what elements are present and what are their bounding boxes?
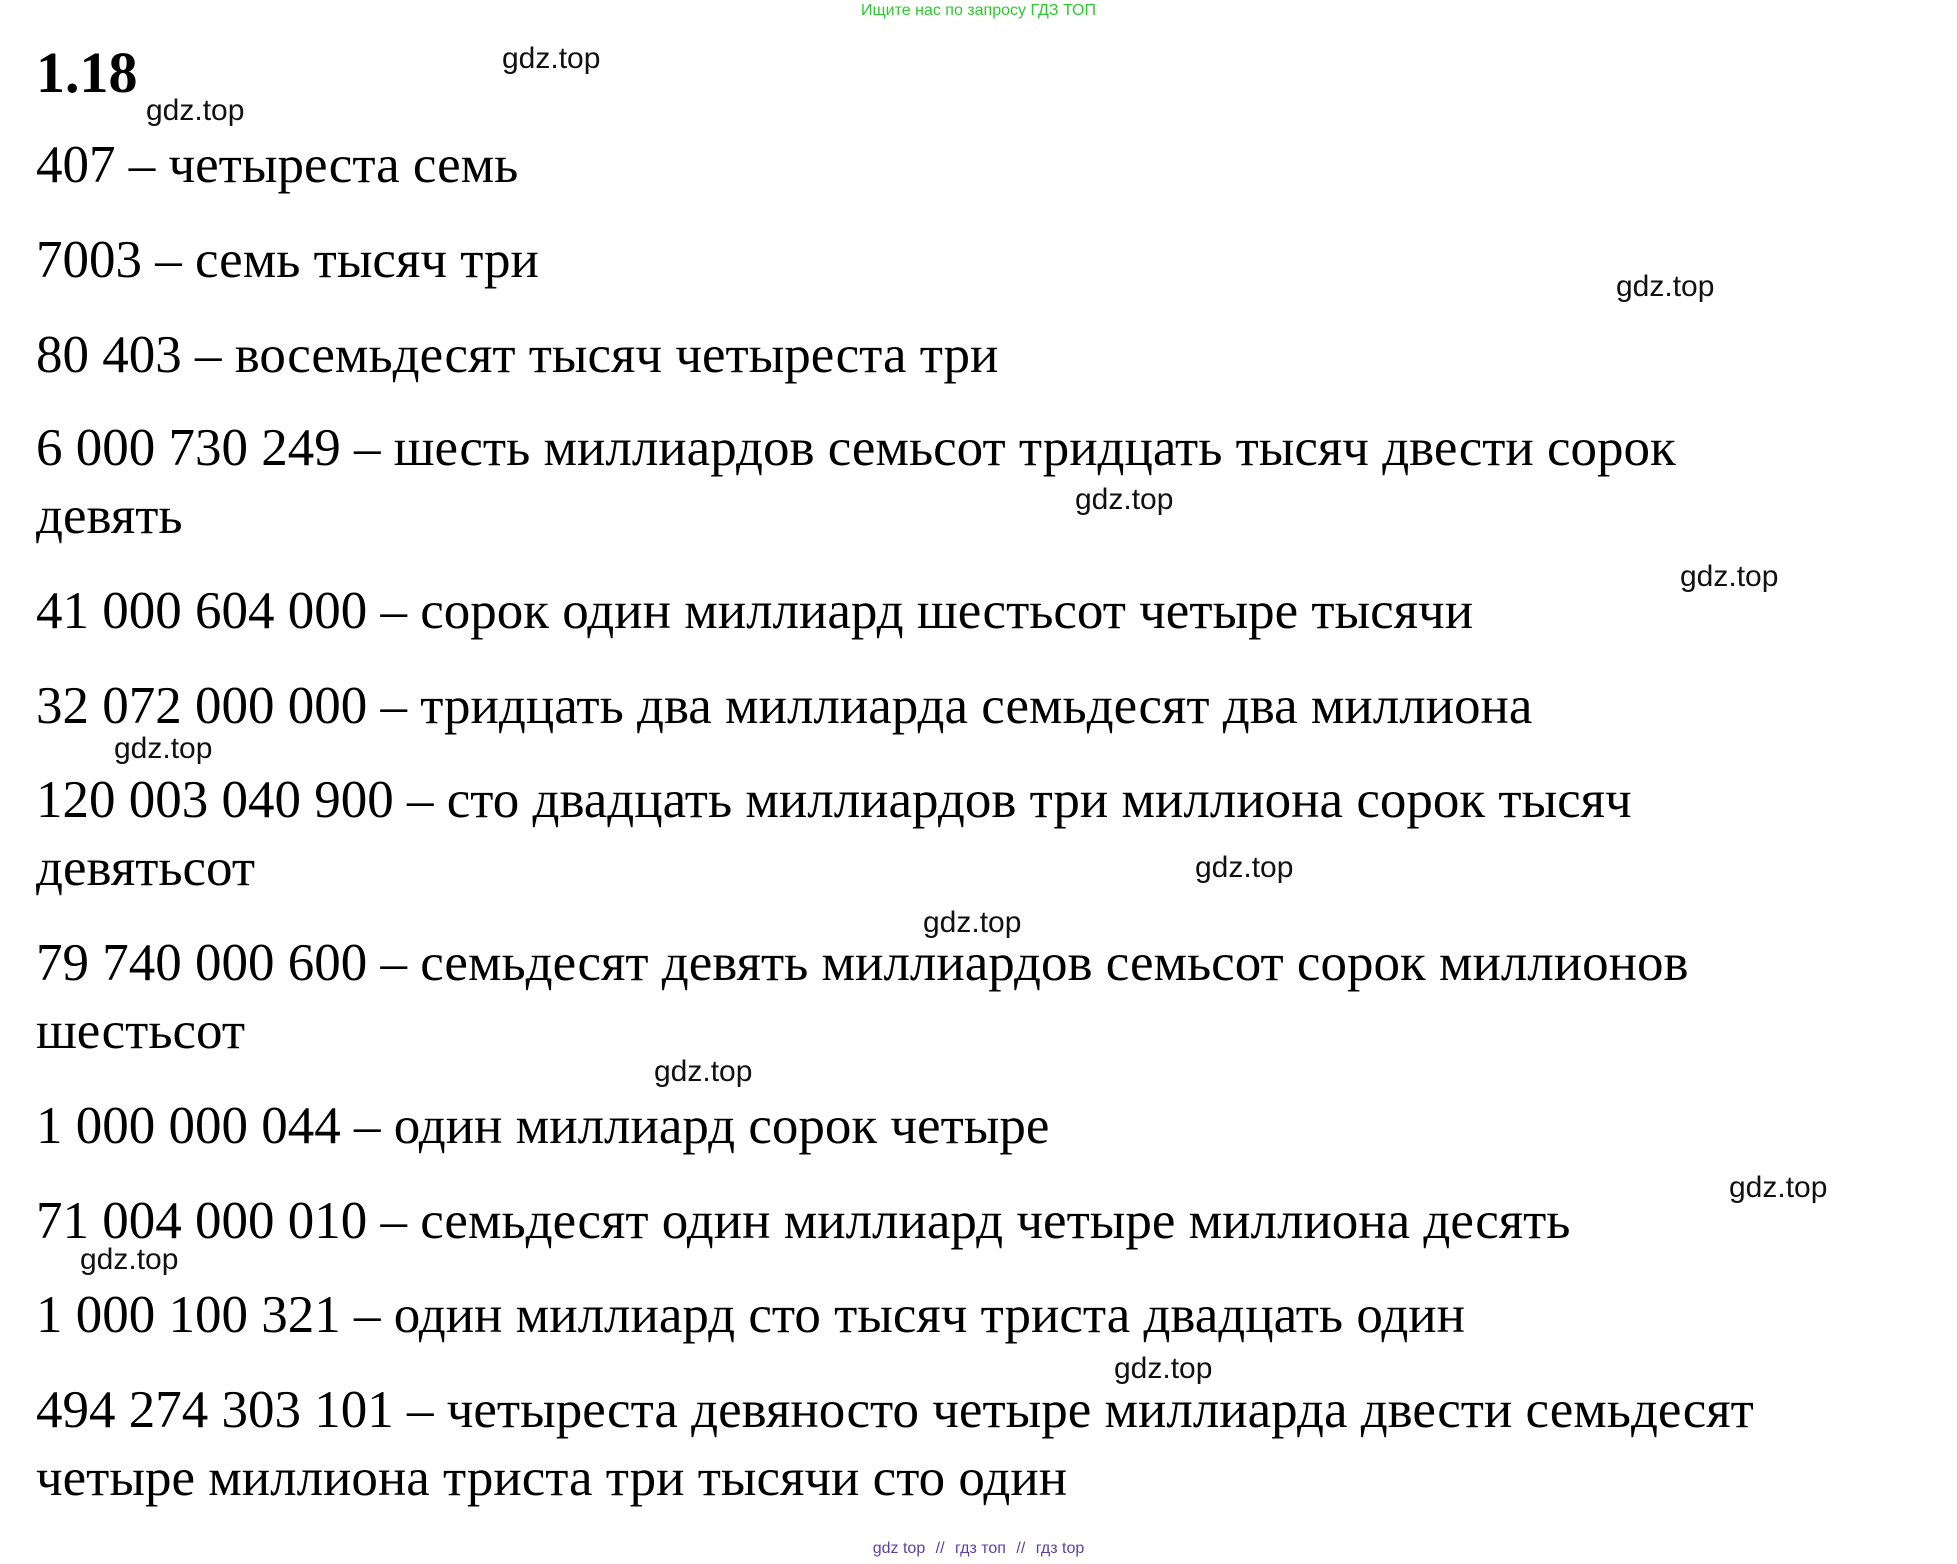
footer-separator: // bbox=[1016, 1540, 1026, 1557]
watermark: gdz.top bbox=[923, 906, 1022, 939]
entry-1-line-1: 407 – четыреста семь bbox=[36, 136, 519, 194]
entry-10-line-1: 71 004 000 010 – семьдесят один миллиард четыре миллиона десять bbox=[36, 1192, 1571, 1250]
watermark: gdz.top bbox=[1680, 560, 1779, 593]
footer-links bbox=[0, 1540, 1957, 1558]
watermark: gdz.top bbox=[80, 1243, 179, 1276]
watermark: gdz.top bbox=[146, 94, 245, 127]
entry-4-line-1: 6 000 730 249 – шесть миллиардов семьсот тридцать тысяч двести сорок bbox=[36, 419, 1676, 477]
entry-11-line-1: 1 000 100 321 – один миллиард сто тысяч триста двадцать один bbox=[36, 1286, 1466, 1344]
footer-link[interactable]: гдз топ bbox=[955, 1540, 1006, 1557]
entry-12-line-2: четыре миллиона триста три тысячи сто один bbox=[36, 1449, 1068, 1507]
watermark: gdz.top bbox=[1075, 483, 1174, 516]
entry-7-line-2: девятьсот bbox=[36, 839, 256, 897]
entry-9-line-1: 1 000 000 044 – один миллиард сорок четыре bbox=[36, 1097, 1050, 1155]
watermark: gdz.top bbox=[1616, 270, 1715, 303]
watermark: gdz.top bbox=[1114, 1352, 1213, 1385]
watermark: gdz.top bbox=[654, 1055, 753, 1088]
entry-5-line-1: 41 000 604 000 – сорок один миллиард шестьсот четыре тысячи bbox=[36, 582, 1474, 640]
entry-4-line-2: девять bbox=[36, 487, 183, 545]
entry-3-line-1: 80 403 – восемьдесят тысяч четыреста три bbox=[36, 326, 999, 384]
watermark: gdz.top bbox=[1729, 1171, 1828, 1204]
entry-7-line-1: 120 003 040 900 – сто двадцать миллиардов три миллиона сорок тысяч bbox=[36, 771, 1632, 829]
watermark: gdz.top bbox=[1195, 851, 1294, 884]
footer-link[interactable]: гдз top bbox=[1035, 1540, 1085, 1557]
footer-separator: // bbox=[935, 1540, 945, 1557]
exercise-number: 1.18 bbox=[36, 40, 138, 105]
footer-link[interactable]: gdz top bbox=[872, 1540, 926, 1557]
watermark: gdz.top bbox=[114, 732, 213, 765]
entry-8-line-1: 79 740 000 600 – семьдесят девять миллиардов семьсот сорок миллионов bbox=[36, 934, 1689, 992]
entry-2-line-1: 7003 – семь тысяч три bbox=[36, 231, 539, 289]
entry-12-line-1: 494 274 303 101 – четыреста девяносто четыре миллиарда двести семьдесят bbox=[36, 1381, 1754, 1439]
entry-8-line-2: шестьсот bbox=[36, 1002, 245, 1060]
entry-6-line-1: 32 072 000 000 – тридцать два миллиарда семьдесят два миллиона bbox=[36, 677, 1533, 735]
watermark: gdz.top bbox=[502, 42, 601, 75]
top-banner: Ищите нас по запросу ГДЗ ТОП bbox=[861, 2, 1096, 19]
